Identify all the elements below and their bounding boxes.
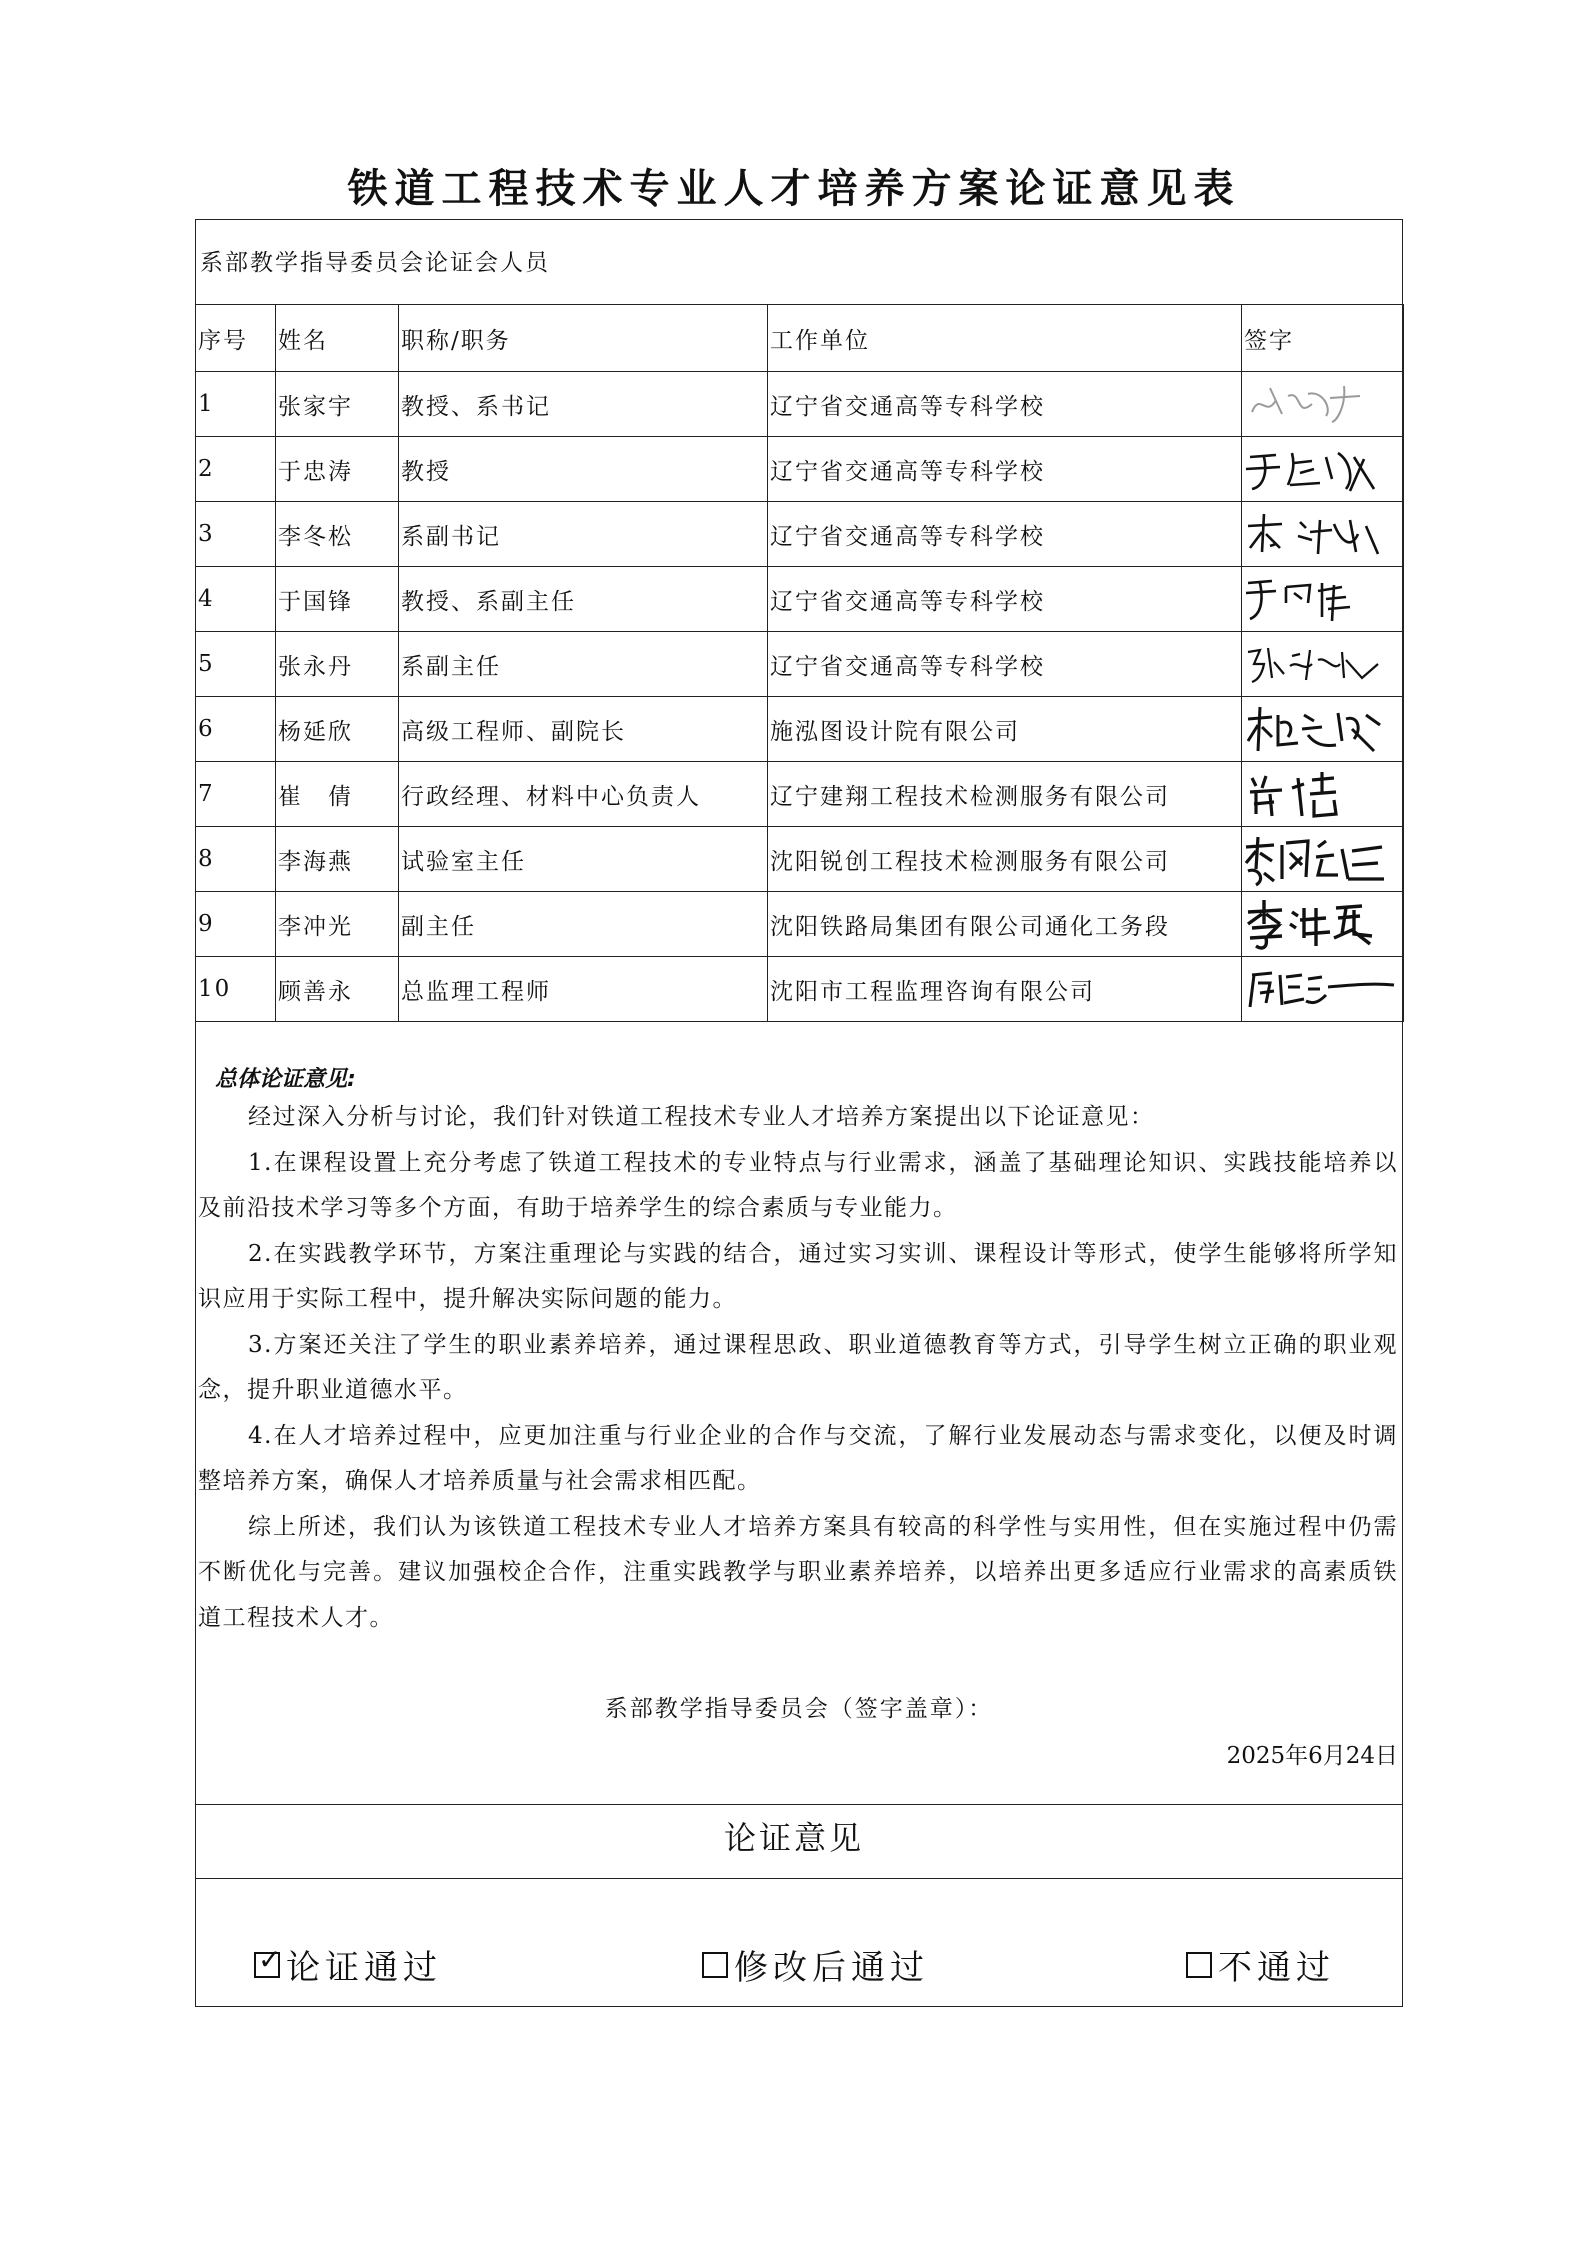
- row-unit: 辽宁省交通高等专科学校: [768, 372, 1242, 437]
- row-no: 1: [196, 372, 276, 437]
- opinion-paragraph: 2.在实践教学环节，方案注重理论与实践的结合，通过实习实训、课程设计等形式，使学生能够将所学知识应用于实际工程中，提升解决实际问题的能力。: [198, 1240, 1398, 1312]
- row-signature: [1242, 437, 1404, 502]
- row-no: 2: [196, 437, 276, 502]
- row-title: 系副主任: [399, 632, 768, 697]
- row-no: 6: [196, 697, 276, 762]
- handwritten-signature: [1242, 764, 1402, 824]
- handwritten-signature: [1242, 504, 1402, 564]
- row-unit: 辽宁建翔工程技术检测服务有限公司: [768, 762, 1242, 827]
- divider: [195, 1804, 1403, 1805]
- handwritten-signature: [1242, 569, 1402, 629]
- verdict-title: 论证意见: [723, 1819, 864, 1857]
- row-no: 4: [196, 567, 276, 632]
- row-name: 杨延欣: [276, 697, 399, 762]
- row-name: 于国锋: [276, 567, 399, 632]
- row-no: 5: [196, 632, 276, 697]
- option-approved[interactable]: [254, 1940, 442, 1989]
- table-row: [196, 762, 1404, 827]
- row-title: 试验室主任: [399, 827, 768, 892]
- row-signature: [1242, 567, 1404, 632]
- table-row: [196, 697, 1404, 762]
- row-name: 于忠涛: [276, 437, 399, 502]
- row-title: 副主任: [399, 892, 768, 957]
- row-title: 高级工程师、副院长: [399, 697, 768, 762]
- overall-opinion-body: [198, 1095, 1398, 1641]
- row-name: 李海燕: [276, 827, 399, 892]
- row-name: 崔 倩: [276, 762, 399, 827]
- handwritten-signature: [1242, 699, 1402, 759]
- row-unit: 辽宁省交通高等专科学校: [768, 502, 1242, 567]
- table-row: [196, 827, 1404, 892]
- header-no: 序号: [196, 305, 276, 372]
- checkbox-icon[interactable]: [1186, 1952, 1212, 1978]
- row-name: 张家宇: [276, 372, 399, 437]
- row-signature: [1242, 632, 1404, 697]
- option-rejected[interactable]: [1186, 1940, 1335, 1989]
- handwritten-signature: [1242, 439, 1402, 499]
- table-row: [196, 957, 1404, 1022]
- option-approved-after-revision[interactable]: [702, 1940, 929, 1989]
- row-no: 10: [196, 957, 276, 1022]
- table-row: [196, 437, 1404, 502]
- table-row: [196, 372, 1404, 437]
- committee-label: 系部教学指导委员会论证会人员: [200, 250, 550, 276]
- header-title: 职称/职务: [399, 305, 768, 372]
- divider: [195, 1878, 1403, 1879]
- table-row: [196, 567, 1404, 632]
- header-unit: 工作单位: [768, 305, 1242, 372]
- row-title: 教授、系副主任: [399, 567, 768, 632]
- row-signature: [1242, 697, 1404, 762]
- row-signature: [1242, 892, 1404, 957]
- handwritten-signature: [1242, 959, 1402, 1019]
- row-title: 系副书记: [399, 502, 768, 567]
- row-title: 行政经理、材料中心负责人: [399, 762, 768, 827]
- header-name: 姓名: [276, 305, 399, 372]
- sign-date: 2025年6月24日: [1226, 1743, 1398, 1769]
- opinion-paragraph: 1.在课程设置上充分考虑了铁道工程技术的专业特点与行业需求，涵盖了基础理论知识、实践技能培养以及前沿技术学习等多个方面，有助于培养学生的综合素质与专业能力。: [198, 1149, 1398, 1221]
- checkbox-icon[interactable]: [702, 1952, 728, 1978]
- row-signature: [1242, 372, 1404, 437]
- handwritten-signature: [1242, 374, 1402, 434]
- option-label: 论证通过: [286, 1948, 442, 1988]
- table-header-row: [196, 305, 1404, 372]
- row-title: 总监理工程师: [399, 957, 768, 1022]
- option-label: 修改后通过: [734, 1948, 929, 1988]
- row-unit: 沈阳市工程监理咨询有限公司: [768, 957, 1242, 1022]
- table-row: [196, 892, 1404, 957]
- header-signature: 签字: [1242, 305, 1404, 372]
- row-title: 教授: [399, 437, 768, 502]
- row-name: 张永丹: [276, 632, 399, 697]
- table-row: [196, 632, 1404, 697]
- handwritten-signature: [1242, 634, 1402, 694]
- row-no: 8: [196, 827, 276, 892]
- opinion-paragraph: 综上所述，我们认为该铁道工程技术专业人才培养方案具有较高的科学性与实用性，但在实施过程中仍需不断优化与完善。建议加强校企合作，注重实践教学与职业素养培养，以培养出更多适应行业需求的高素质铁道工程技术人才。: [198, 1513, 1398, 1631]
- row-unit: 辽宁省交通高等专科学校: [768, 567, 1242, 632]
- row-signature: [1242, 762, 1404, 827]
- overall-opinion-heading: 总体论证意见:: [215, 1067, 356, 1092]
- row-unit: 沈阳锐创工程技术检测服务有限公司: [768, 827, 1242, 892]
- row-unit: 辽宁省交通高等专科学校: [768, 632, 1242, 697]
- row-no: 9: [196, 892, 276, 957]
- row-no: 3: [196, 502, 276, 567]
- opinion-paragraph: 经过深入分析与讨论，我们针对铁道工程技术专业人才培养方案提出以下论证意见：: [248, 1104, 1155, 1130]
- row-signature: [1242, 827, 1404, 892]
- row-signature: [1242, 502, 1404, 567]
- row-unit: 辽宁省交通高等专科学校: [768, 437, 1242, 502]
- option-label: 不通过: [1218, 1948, 1335, 1988]
- opinion-paragraph: 3.方案还关注了学生的职业素养培养，通过课程思政、职业道德教育等方式，引导学生树立正确的职业观念，提升职业道德水平。: [198, 1331, 1398, 1403]
- table-row: [196, 502, 1404, 567]
- checkbox-checked-icon[interactable]: ✓: [254, 1952, 280, 1978]
- row-title: 教授、系书记: [399, 372, 768, 437]
- row-name: 顾善永: [276, 957, 399, 1022]
- committee-signature-label: 系部教学指导委员会（签字盖章）：: [604, 1696, 994, 1722]
- members-table: [195, 304, 1404, 1022]
- row-name: 李冬松: [276, 502, 399, 567]
- row-no: 7: [196, 762, 276, 827]
- row-unit: 沈阳铁路局集团有限公司通化工务段: [768, 892, 1242, 957]
- page-title: 铁道工程技术专业人才培养方案论证意见表: [347, 166, 1241, 212]
- row-signature: [1242, 957, 1404, 1022]
- opinion-paragraph: 4.在人才培养过程中，应更加注重与行业企业的合作与交流，了解行业发展动态与需求变化，以便及时调整培养方案，确保人才培养质量与社会需求相匹配。: [198, 1422, 1398, 1494]
- handwritten-signature: [1242, 829, 1402, 889]
- row-unit: 施泓图设计院有限公司: [768, 697, 1242, 762]
- handwritten-signature: [1242, 894, 1402, 954]
- row-name: 李冲光: [276, 892, 399, 957]
